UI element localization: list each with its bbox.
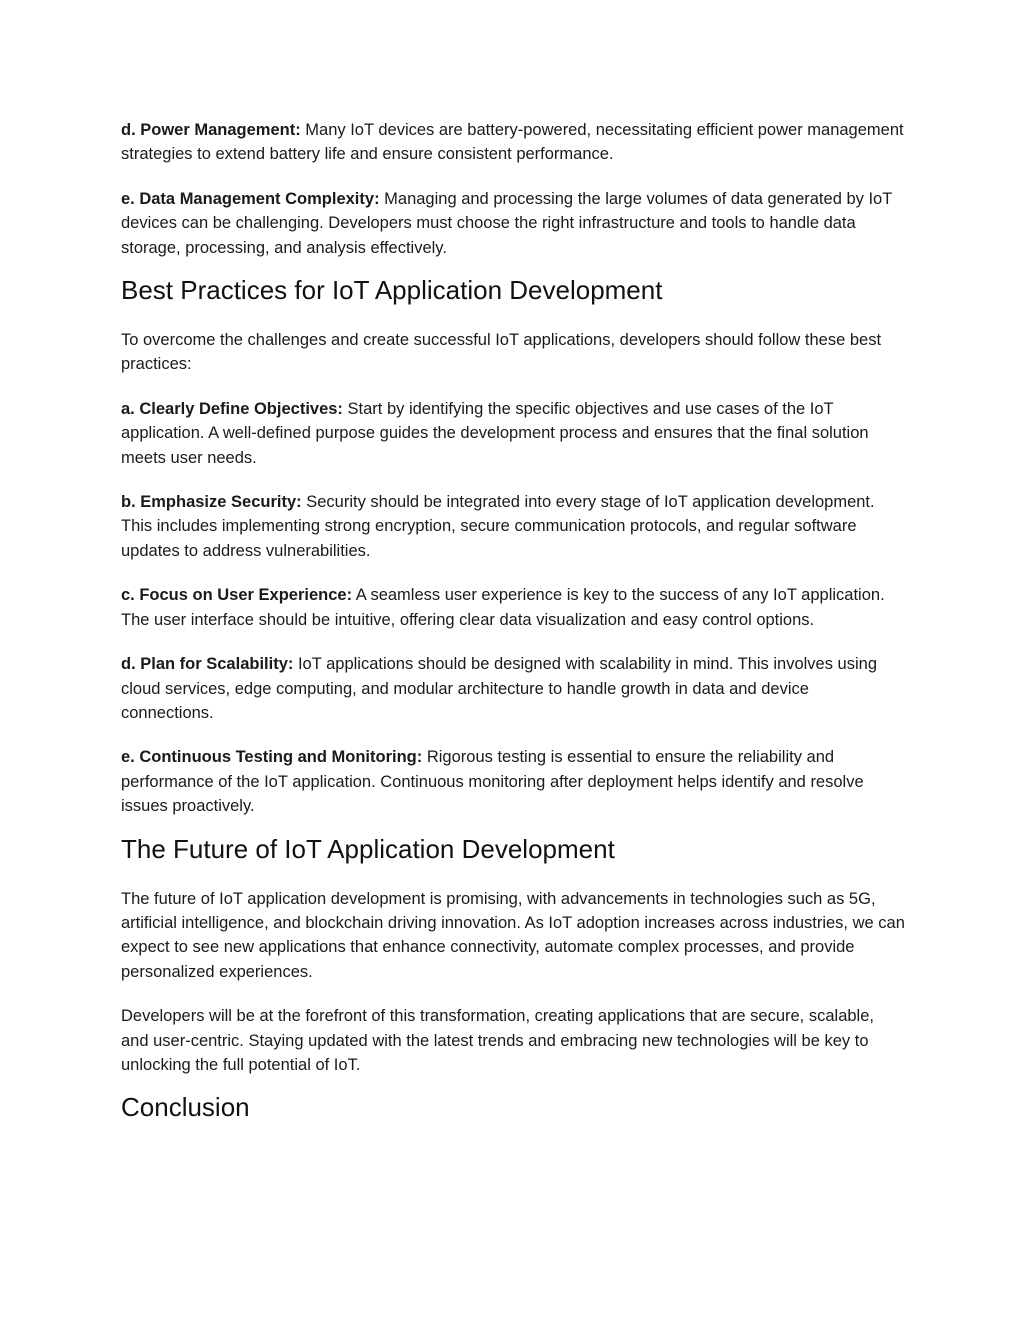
practice-label: e. Continuous Testing and Monitoring: [121,748,423,767]
challenge-label: e. Data Management Complexity: [121,189,380,208]
challenge-label: d. Power Management: [121,121,301,139]
practice-text: A seamless user experience is key to the success of any IoT application. The user interface should be intuitive, offering clear data visualization and easy control options. [121,586,885,629]
practice-label: d. Plan for Scalability: [121,655,294,674]
practice-text: Rigorous testing is essential to ensure the reliability and performance of the IoT application. Continuous monitoring after deployment helps identify and resolve issues proactively. [121,748,864,816]
challenge-text: Many IoT devices are battery-powered, necessitating efficient power management strategies to extend battery life and ensure consistent performance. [121,121,904,164]
practice-label: b. Emphasize Security: [121,493,302,512]
practice-define-objectives [121,397,906,470]
practice-text: IoT applications should be designed with scalability in mind. This involves using cloud services, edge computing, and modular architecture to handle growth in data and device connections. [121,655,878,722]
challenge-data-management [121,187,906,260]
best-practices-intro: To overcome the challenges and create successful IoT applications, developers should follow these best practices: [121,331,882,374]
future-paragraph-2: Developers will be at the forefront of this transformation, creating applications that are secure, scalable, and user-centric. Staying updated with the latest trends and embracing new technologies will be key to unlocking the full potential of IoT. [121,1007,874,1074]
practice-emphasize-security [121,490,906,563]
challenge-text: Managing and processing the large volumes of data generated by IoT devices can be challenging. Developers must choose the right infrastructure and tools to handle data storage, processing, and analysis effectively. [121,189,893,257]
practice-label: c. Focus on User Experience: [121,586,353,605]
practice-plan-scalability [121,652,906,725]
conclusion-heading: Conclusion [121,1092,250,1123]
document-page [121,118,906,1123]
future-heading: The Future of IoT Application Development [121,833,615,864]
challenge-power-management [121,118,906,167]
practice-testing-monitoring [121,745,906,818]
practice-text: Start by identifying the specific objectives and use cases of the IoT application. A well-defined purpose guides the development process and ensures that the final solution meets user needs. [121,399,869,467]
future-paragraph-1: The future of IoT application development is promising, with advancements in technologies such as 5G, artificial intelligence, and blockchain driving innovation. As IoT adoption increases across industries, we can expect to see new applications that enhance connectivity, automate complex processes, and provide personalized experiences. [121,889,905,981]
practice-label: a. Clearly Define Objectives: [121,399,343,418]
practice-user-experience [121,583,906,632]
practice-text: Security should be integrated into every stage of IoT application development. This includes implementing strong encryption, secure communication protocols, and regular software updates to address vulnerabilities. [121,493,875,560]
best-practices-heading: Best Practices for IoT Application Development [121,275,663,306]
